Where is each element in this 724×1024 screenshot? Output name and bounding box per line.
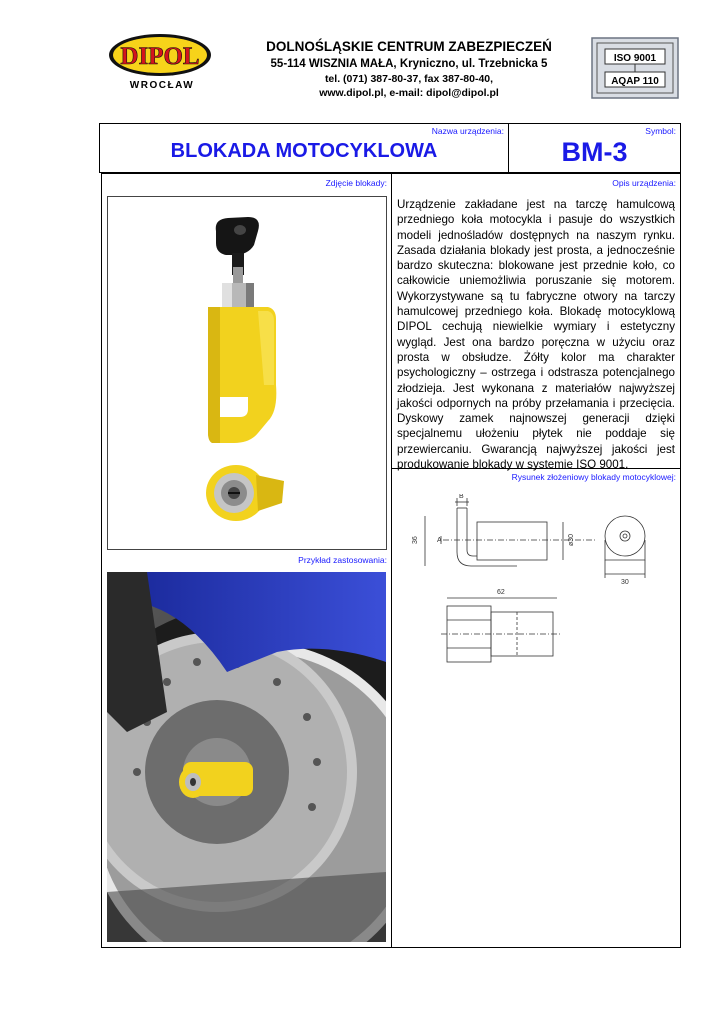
- device-name: BLOKADA MOTOCYKLOWA: [170, 140, 438, 162]
- product-photo: [107, 196, 387, 550]
- symbol-label: Symbol:: [645, 126, 676, 136]
- iso-line-2: AQAP 110: [611, 76, 659, 87]
- dim-b: B: [459, 494, 464, 500]
- dim-62: 62: [497, 589, 505, 596]
- dim-36: 36: [412, 536, 419, 544]
- motorcycle-wheel-image: [107, 572, 386, 942]
- column-divider: [391, 174, 392, 947]
- drawing-label: Rysunek złożeniowy blokady motocyklowej:: [511, 472, 676, 482]
- dim-a: A: [437, 537, 442, 544]
- company-phone: tel. (071) 387-80-37, fax 387-80-40,: [324, 73, 494, 85]
- disc-lock-image: [108, 197, 386, 549]
- iso-certificate-badge: [591, 37, 679, 99]
- device-symbol: BM-3: [561, 137, 628, 167]
- usage-example-photo: [107, 572, 386, 942]
- dipol-logo: [108, 33, 212, 83]
- company-address: 55-114 WISZNIA MAŁA, Kryniczno, ul. Trzebnicka 5: [270, 58, 548, 70]
- dim-d30: ø30: [568, 533, 575, 546]
- example-label: Przykład zastosowania:: [298, 555, 387, 565]
- company-web: www.dipol.pl, e-mail: dipol@dipol.pl: [319, 87, 499, 99]
- svg-text:DIPOL: DIPOL: [120, 43, 200, 70]
- iso-line-1: ISO 9001: [613, 53, 657, 64]
- main-box: [101, 173, 681, 948]
- dim-30: 30: [621, 579, 629, 586]
- device-description: Urządzenie zakładane jest na tarczę hamulcową przedniego koła motocykla i pasuje do wszystkich modeli jednośladów dostępnych na naszym rynku. Zasada działania blokady jest prosta, a jednocześnie bardzo skuteczna: blokowane jest przednie koło, co całkowicie uniemożliwia poruszanie się motorem. Wykorzystywane są tu fabryczne otwory na tarczy hamulcowej przedniego koła. Blokadę motocyklową DIPOL cechują niewielkie wymiary i estetyczny wygląd. Jest ona bardzo poręczna w użyciu oraz prosta w obsłudze. Żółty kolor ma charakter psychologiczny – ostrzega i odstrasza potencjalnego złodzieja. Jest wykonana z materiałów najwyższej jakości odpornych na próby przełamania i przecięcia. Dyskowy zamek najnowszej generacji dzięki specjalnemu ułożeniu płytek nie poddaje się przewiercaniu. Gwarancją najwyższej jakości jest produkowanie blokady w systemie ISO 9001.: [397, 198, 675, 472]
- photo-label: Zdjęcie blokady:: [325, 178, 387, 188]
- description-label: Opis urządzenia:: [612, 178, 676, 188]
- title-box: [99, 123, 681, 173]
- logo-city: WROCŁAW: [129, 80, 195, 91]
- device-name-label: Nazwa urządzenia:: [431, 126, 504, 136]
- assembly-drawing: [397, 494, 677, 694]
- company-name: DOLNOŚLĄSKIE CENTRUM ZABEZPIECZEŃ: [266, 39, 552, 54]
- company-info: [228, 38, 590, 100]
